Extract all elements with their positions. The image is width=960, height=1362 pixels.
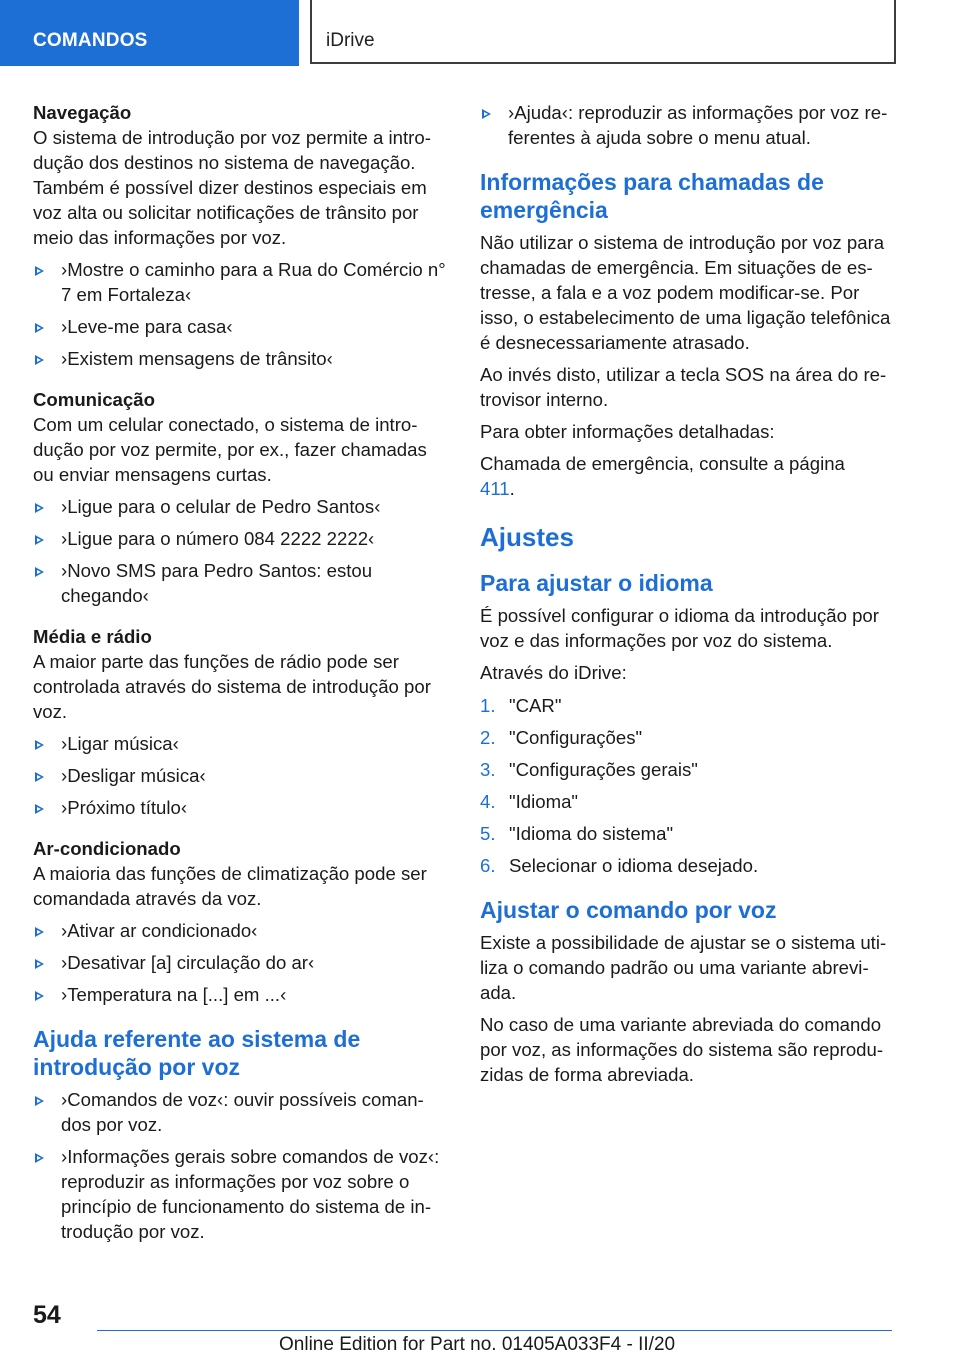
step-number: 5. <box>480 823 496 844</box>
list-item: ›Novo SMS para Pedro Santos: estou chegando‹ <box>33 558 447 608</box>
list-item: ›Desligar música‹ <box>33 763 447 788</box>
emergency-paragraph: Chamada de emergência, consulte a página 411. <box>480 453 845 499</box>
ac-subheading: Ar-condicionado <box>33 838 181 859</box>
page-reference-link[interactable]: 411 <box>480 478 510 499</box>
triangle-bullet-icon <box>35 1153 44 1163</box>
emergency-paragraph: Não utilizar o sistema de introdução por voz para chamadas de emergência. Em situações de estresse, a fala e a voz podem modificar-se. Por isso, o estabelecimento de uma ligação telefônica é desnecessariamente atrasado. <box>480 232 891 353</box>
triangle-bullet-icon <box>35 804 44 814</box>
step-number: 3. <box>480 759 496 780</box>
triangle-bullet-icon <box>35 991 44 1001</box>
help-heading: Ajuda referente ao sistema de introdução por voz <box>33 1026 361 1080</box>
voice-command-heading: Ajustar o comando por voz <box>480 897 777 923</box>
step-number: 1. <box>480 695 496 716</box>
list-item: ›Ativar ar condicionado‹ <box>33 918 447 943</box>
language-heading: Para ajustar o idioma <box>480 570 713 596</box>
section-tab: COMANDOS <box>0 0 299 66</box>
footer-divider <box>97 1330 892 1331</box>
list-item: ›Desativar [a] circulação do ar‹ <box>33 950 447 975</box>
triangle-bullet-icon <box>35 772 44 782</box>
nav-command-list <box>33 257 447 371</box>
list-item: 5. "Idioma do sistema" <box>480 823 674 844</box>
triangle-bullet-icon <box>35 1096 44 1106</box>
edition-text: Online Edition for Part no. 01405A033F4 - II/20 <box>279 1334 676 1355</box>
triangle-bullet-icon <box>35 323 44 333</box>
triangle-bullet-icon <box>35 959 44 969</box>
list-item: ›Comandos de voz‹: ouvir possíveis comandos por voz. <box>33 1087 447 1137</box>
language-steps <box>480 693 892 878</box>
triangle-bullet-icon <box>35 355 44 365</box>
page-number: 54 <box>33 1301 61 1329</box>
nav-paragraph: O sistema de introdução por voz permite a introdução dos destinos no sistema de navegação. Também é possível dizer destinos especiais em voz alta ou solicitar notificações de trânsito por meio das informações por voz. <box>33 127 431 248</box>
language-paragraph: Através do iDrive: <box>480 662 627 683</box>
step-number: 6. <box>480 855 496 876</box>
triangle-bullet-icon <box>35 266 44 276</box>
com-paragraph: Com um celular conectado, o sistema de introdução por voz permite, por ex., fazer chamadas ou enviar mensagens curtas. <box>33 414 427 485</box>
left-column <box>33 100 447 1251</box>
list-item: ›Informações gerais sobre comandos de voz‹: reproduzir as informações por voz sobre o princípio de funcionamento do sistema de introdução por voz. <box>33 1144 447 1244</box>
list-item: ›Temperatura na [...] em ...‹ <box>33 982 447 1007</box>
help-command-list <box>33 1087 447 1244</box>
triangle-bullet-icon <box>482 109 491 119</box>
emergency-paragraph: Ao invés disto, utilizar a tecla SOS na área do retrovisor interno. <box>480 364 887 410</box>
ac-command-list <box>33 918 447 1007</box>
list-item: 3. "Configurações gerais" <box>480 759 698 780</box>
com-subheading: Comunicação <box>33 389 155 410</box>
step-number: 2. <box>480 727 496 748</box>
list-item: ›Ajuda‹: reproduzir as informações por voz referentes à ajuda sobre o menu atual. <box>480 100 892 150</box>
list-item: ›Ligar música‹ <box>33 731 447 756</box>
chapter-tab: iDrive <box>310 0 896 64</box>
triangle-bullet-icon <box>35 535 44 545</box>
emergency-heading: Informações para chamadas de emergência <box>480 169 824 223</box>
list-item: ›Mostre o caminho para a Rua do Comércio n° 7 em Fortaleza‹ <box>33 257 447 307</box>
list-item: ›Próximo título‹ <box>33 795 447 820</box>
triangle-bullet-icon <box>35 927 44 937</box>
com-command-list <box>33 494 447 608</box>
triangle-bullet-icon <box>35 567 44 577</box>
nav-subheading: Navegação <box>33 102 132 123</box>
voice-command-paragraph: Existe a possibilidade de ajustar se o sistema utiliza o comando padrão ou uma variante abreviada. <box>480 932 887 1003</box>
page-header <box>0 0 960 66</box>
list-item: ›Existem mensagens de trânsito‹ <box>33 346 447 371</box>
list-item: 4. "Idioma" <box>480 791 579 812</box>
step-number: 4. <box>480 791 496 812</box>
media-command-list <box>33 731 447 820</box>
emergency-paragraph: Para obter informações detalhadas: <box>480 421 775 442</box>
settings-heading: Ajustes <box>480 522 574 552</box>
ac-paragraph: A maioria das funções de climatização pode ser comandada através da voz. <box>33 863 427 909</box>
media-subheading: Média e rádio <box>33 626 152 647</box>
media-paragraph: A maior parte das funções de rádio pode ser controlada através do sistema de introdução por voz. <box>33 651 431 722</box>
list-item: 1. "CAR" <box>480 695 562 716</box>
voice-command-paragraph: No caso de uma variante abreviada do comando por voz, as informações do sistema são reproduzidas de forma abreviada. <box>480 1014 884 1085</box>
list-item: ›Ligue para o celular de Pedro Santos‹ <box>33 494 447 519</box>
language-paragraph: É possível configurar o idioma da introdução por voz e das informações por voz do sistema. <box>480 605 879 651</box>
list-item: ›Ligue para o número 084 2222 2222‹ <box>33 526 447 551</box>
list-item: ›Leve-me para casa‹ <box>33 314 447 339</box>
help-command-list-cont <box>480 100 892 150</box>
list-item: 2. "Configurações" <box>480 727 643 748</box>
right-column <box>480 100 892 1094</box>
triangle-bullet-icon <box>35 740 44 750</box>
list-item: 6. Selecionar o idioma desejado. <box>480 855 759 876</box>
triangle-bullet-icon <box>35 503 44 513</box>
